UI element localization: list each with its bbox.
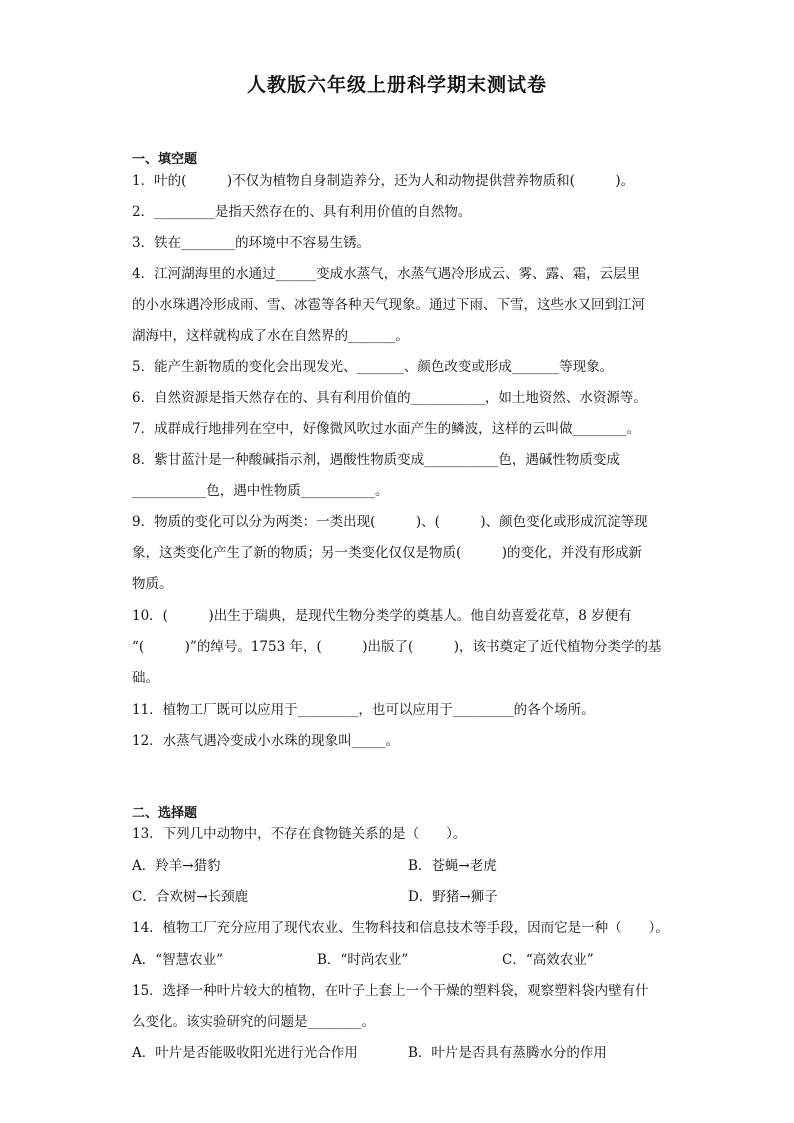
option-a: A．“智慧农业”	[132, 952, 224, 968]
question-line: 础。	[132, 670, 159, 686]
question-line: 7．成群成行地排列在空中，好像微风吹过水面产生的鳞波，这样的云叫做________。	[132, 421, 641, 437]
option-d: D．野猪→狮子	[408, 889, 498, 905]
question-line: 10．( )出生于瑞典，是现代生物分类学的奠基人。他自幼喜爱花草，8 岁便有	[132, 608, 632, 624]
option-b: B．苍蝇→老虎	[408, 858, 497, 874]
section-heading-fill-blank: 一、填空题	[132, 152, 198, 167]
question-line: 8．紫甘蓝汁是一种酸碱指示剂，遇酸性物质变成___________色，遇碱性物质变成	[132, 452, 620, 468]
option-b: B．叶片是否具有蒸腾水分的作用	[408, 1045, 607, 1061]
page-title: 人教版六年级上册科学期末测试卷	[246, 74, 547, 96]
question-line: 5．能产生新物质的变化会出现发光、_______、颜色改变或形成_______等现象。	[132, 359, 614, 375]
question-line: 湖海中，这样就构成了水在自然界的_______。	[132, 328, 409, 344]
question-stem: 15．选择一种叶片较大的植物，在叶子上套上一个干燥的塑料袋，观察塑料袋内壁有什	[132, 983, 649, 999]
question-stem: 么变化。该实验研究的问题是________。	[132, 1014, 375, 1030]
question-line: 的小水珠遇冷形成雨、雪、冰雹等各种天气现象。通过下雨、下雪，这些水又回到江河	[132, 297, 645, 313]
question-line: ___________色，遇中性物质___________。	[132, 483, 389, 499]
question-line: “( )”的绰号。1753 年，( )出版了( )，该书奠定了近代植物分类学的基	[132, 639, 662, 655]
question-line: 6．自然资源是指天然存在的、具有利用价值的___________，如土地资然、水资源等。	[132, 390, 647, 406]
question-line: 12．水蒸气遇冷变成小水珠的现象叫_____。	[132, 733, 399, 749]
option-b: B．“时尚农业”	[317, 952, 409, 968]
option-c: C．合欢树→长颈鹿	[132, 889, 249, 905]
question-line: 2．_________是指天然存在的、具有利用价值的自然物。	[132, 204, 472, 220]
question-line: 象，这类变化产生了新的物质；另一类变化仅仅是物质( )的变化，并没有形成新	[132, 545, 643, 561]
question-stem: 13．下列几中动物中，不存在食物链关系的是（ ）。	[132, 826, 467, 842]
question-line: 9．物质的变化可以分为两类：一类出现( )、( )、颜色变化或形成沉淀等现	[132, 514, 648, 530]
option-a: A．叶片是否能吸收阳光进行光合作用	[132, 1045, 358, 1061]
question-line: 3．铁在________的环境中不容易生锈。	[132, 235, 371, 251]
section-heading-multiple-choice: 二、选择题	[132, 806, 198, 821]
question-line: 11．植物工厂既可以应用于_________，也可以应用于_________的各个场所。	[132, 702, 595, 718]
question-stem: 14．植物工厂充分应用了现代农业、生物科技和信息技术等手段，因而它是一种（ ）。	[132, 920, 669, 936]
option-a: A．羚羊→猎豹	[132, 858, 221, 874]
question-line: 物质。	[132, 576, 173, 592]
option-c: C．“高效农业”	[502, 952, 594, 968]
question-line: 4．江河湖海里的水通过______变成水蒸气，水蒸气遇冷形成云、雾、露、霜，云层里	[132, 266, 641, 282]
question-line: 1．叶的( )不仅为植物自身制造养分，还为人和动物提供营养物质和( )。	[132, 173, 635, 189]
